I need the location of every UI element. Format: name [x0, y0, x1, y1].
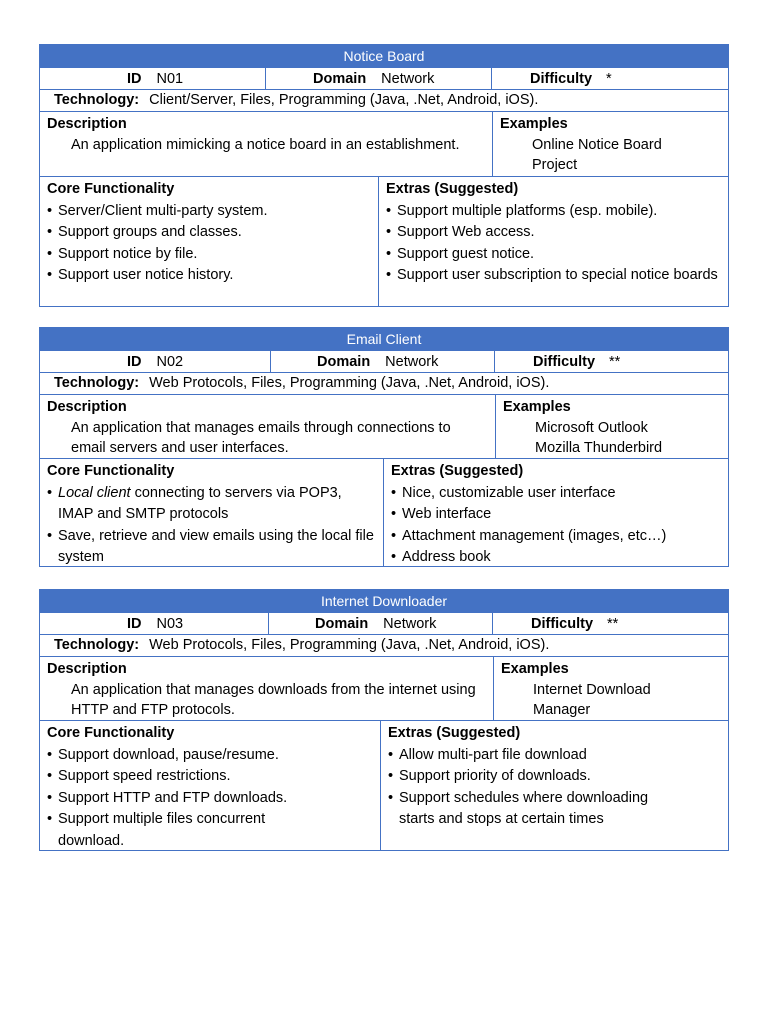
examples-label: Examples — [501, 661, 569, 677]
extras-item: • Address book — [391, 549, 491, 565]
difficulty-cell — [494, 351, 728, 372]
examples-label: Examples — [503, 399, 571, 415]
core-item: • Support notice by file. — [47, 245, 198, 262]
core-item: • Support download, pause/resume. — [47, 746, 279, 763]
id-cell — [40, 68, 265, 89]
difficulty-value: ** — [609, 353, 621, 370]
technology-value: Client/Server, Files, Programming (Java, .Net, Android, iOS). — [149, 92, 539, 108]
examples-cell — [495, 395, 728, 458]
meta-row — [40, 612, 728, 634]
description-label: Description — [47, 661, 127, 677]
id-value: N02 — [156, 353, 184, 370]
examples-label: Examples — [500, 116, 568, 132]
example-item: Online Notice Board Project — [532, 136, 662, 173]
extras-cell — [378, 177, 728, 306]
technology-value: Web Protocols, Files, Programming (Java, .Net, Android, iOS). — [149, 637, 550, 653]
core-item: • Support speed restrictions. — [47, 768, 231, 784]
id-cell — [40, 351, 270, 372]
technology-label: Technology: — [54, 375, 140, 391]
extras-list — [391, 483, 722, 569]
id-cell — [40, 613, 268, 634]
extras-cell — [383, 459, 728, 566]
description-label: Description — [47, 399, 127, 415]
description-cell — [40, 657, 493, 720]
extras-label: Extras (Suggested) — [391, 463, 524, 479]
domain-label: Domain — [315, 615, 369, 632]
extras-item: • Support Web access. — [386, 224, 535, 240]
extras-label: Extras (Suggested) — [388, 725, 521, 741]
description-row — [40, 394, 728, 458]
meta-row — [40, 350, 728, 372]
technology-row — [40, 372, 728, 394]
extras-item: • Support guest notice. — [386, 245, 535, 262]
technology-row — [40, 89, 728, 111]
extras-item: • Allow multi-part file download — [388, 746, 587, 763]
description-text: An application that manages emails through connections to email servers and user interfaces. — [71, 419, 451, 456]
id-label: ID — [127, 615, 142, 632]
core-list — [47, 201, 372, 287]
description-cell — [40, 112, 492, 176]
description-row — [40, 111, 728, 176]
core-list — [47, 483, 377, 569]
domain-cell — [268, 613, 492, 634]
domain-label: Domain — [313, 70, 367, 87]
core-label: Core Functionality — [47, 725, 175, 741]
core-label: Core Functionality — [47, 181, 175, 197]
core-cell — [40, 177, 378, 306]
id-label: ID — [127, 70, 142, 87]
core-label: Core Functionality — [47, 463, 175, 479]
domain-value: Network — [385, 353, 439, 370]
core-item: • Support groups and classes. — [47, 224, 242, 240]
extras-item: • Support user subscription to special notice boards — [386, 267, 718, 283]
description-row — [40, 656, 728, 720]
card-title: Email Client — [40, 328, 728, 350]
core-item: • Server/Client multi-party system. — [47, 202, 268, 219]
functionality-row — [40, 458, 728, 566]
example-item: Mozilla Thunderbird — [535, 440, 663, 456]
project-card-notice-board — [39, 44, 729, 307]
difficulty-label: Difficulty — [531, 615, 594, 632]
core-item: • Save, retrieve and view emails using the local file system — [47, 527, 374, 565]
extras-item: • Support priority of downloads. — [388, 768, 591, 784]
core-cell — [40, 459, 383, 566]
project-card-email-client — [39, 327, 729, 567]
difficulty-cell — [492, 613, 728, 634]
domain-cell — [270, 351, 494, 372]
extras-label: Extras (Suggested) — [386, 181, 519, 197]
core-item: • Support multiple files concurrent download. — [47, 811, 266, 849]
project-card-internet-downloader — [39, 589, 729, 851]
meta-row — [40, 67, 728, 89]
extras-item: • Attachment management (images, etc…) — [391, 527, 667, 544]
extras-cell — [380, 721, 728, 850]
domain-label: Domain — [317, 353, 371, 370]
description-text: An application mimicking a notice board in an establishment. — [71, 136, 460, 153]
extras-item: • Web interface — [391, 506, 492, 522]
functionality-row — [40, 176, 728, 306]
technology-row — [40, 634, 728, 656]
extras-item: • Support multiple platforms (esp. mobile). — [386, 202, 658, 219]
examples-cell — [492, 112, 728, 176]
id-label: ID — [127, 353, 142, 370]
domain-cell — [265, 68, 491, 89]
technology-value: Web Protocols, Files, Programming (Java, .Net, Android, iOS). — [149, 375, 550, 391]
core-item: • Local client connecting to servers via POP3, IMAP and SMTP protocols — [47, 484, 342, 522]
description-label: Description — [47, 116, 127, 132]
extras-item: • Support schedules where downloading starts and stops at certain times — [388, 789, 649, 827]
id-value: N01 — [156, 70, 184, 87]
example-item: Internet Download Manager — [533, 681, 651, 718]
difficulty-value: ** — [607, 615, 619, 632]
difficulty-value: * — [606, 70, 612, 87]
core-item: • Support user notice history. — [47, 267, 234, 283]
description-text: An application that manages downloads from the internet using HTTP and FTP protocols. — [71, 681, 476, 718]
id-value: N03 — [156, 615, 184, 632]
domain-value: Network — [381, 70, 435, 87]
core-list — [47, 745, 374, 853]
technology-label: Technology: — [54, 92, 140, 108]
example-item: Microsoft Outlook — [535, 419, 648, 436]
core-cell — [40, 721, 380, 850]
card-title: Notice Board — [40, 45, 728, 67]
card-title: Internet Downloader — [40, 590, 728, 612]
difficulty-label: Difficulty — [533, 353, 596, 370]
extras-list — [388, 745, 722, 831]
difficulty-label: Difficulty — [530, 70, 593, 87]
examples-cell — [493, 657, 728, 720]
extras-item: • Nice, customizable user interface — [391, 484, 616, 501]
core-item: • Support HTTP and FTP downloads. — [47, 789, 288, 806]
description-cell — [40, 395, 495, 458]
extras-list — [386, 201, 722, 287]
functionality-row — [40, 720, 728, 850]
domain-value: Network — [383, 615, 437, 632]
technology-label: Technology: — [54, 637, 140, 653]
difficulty-cell — [491, 68, 728, 89]
